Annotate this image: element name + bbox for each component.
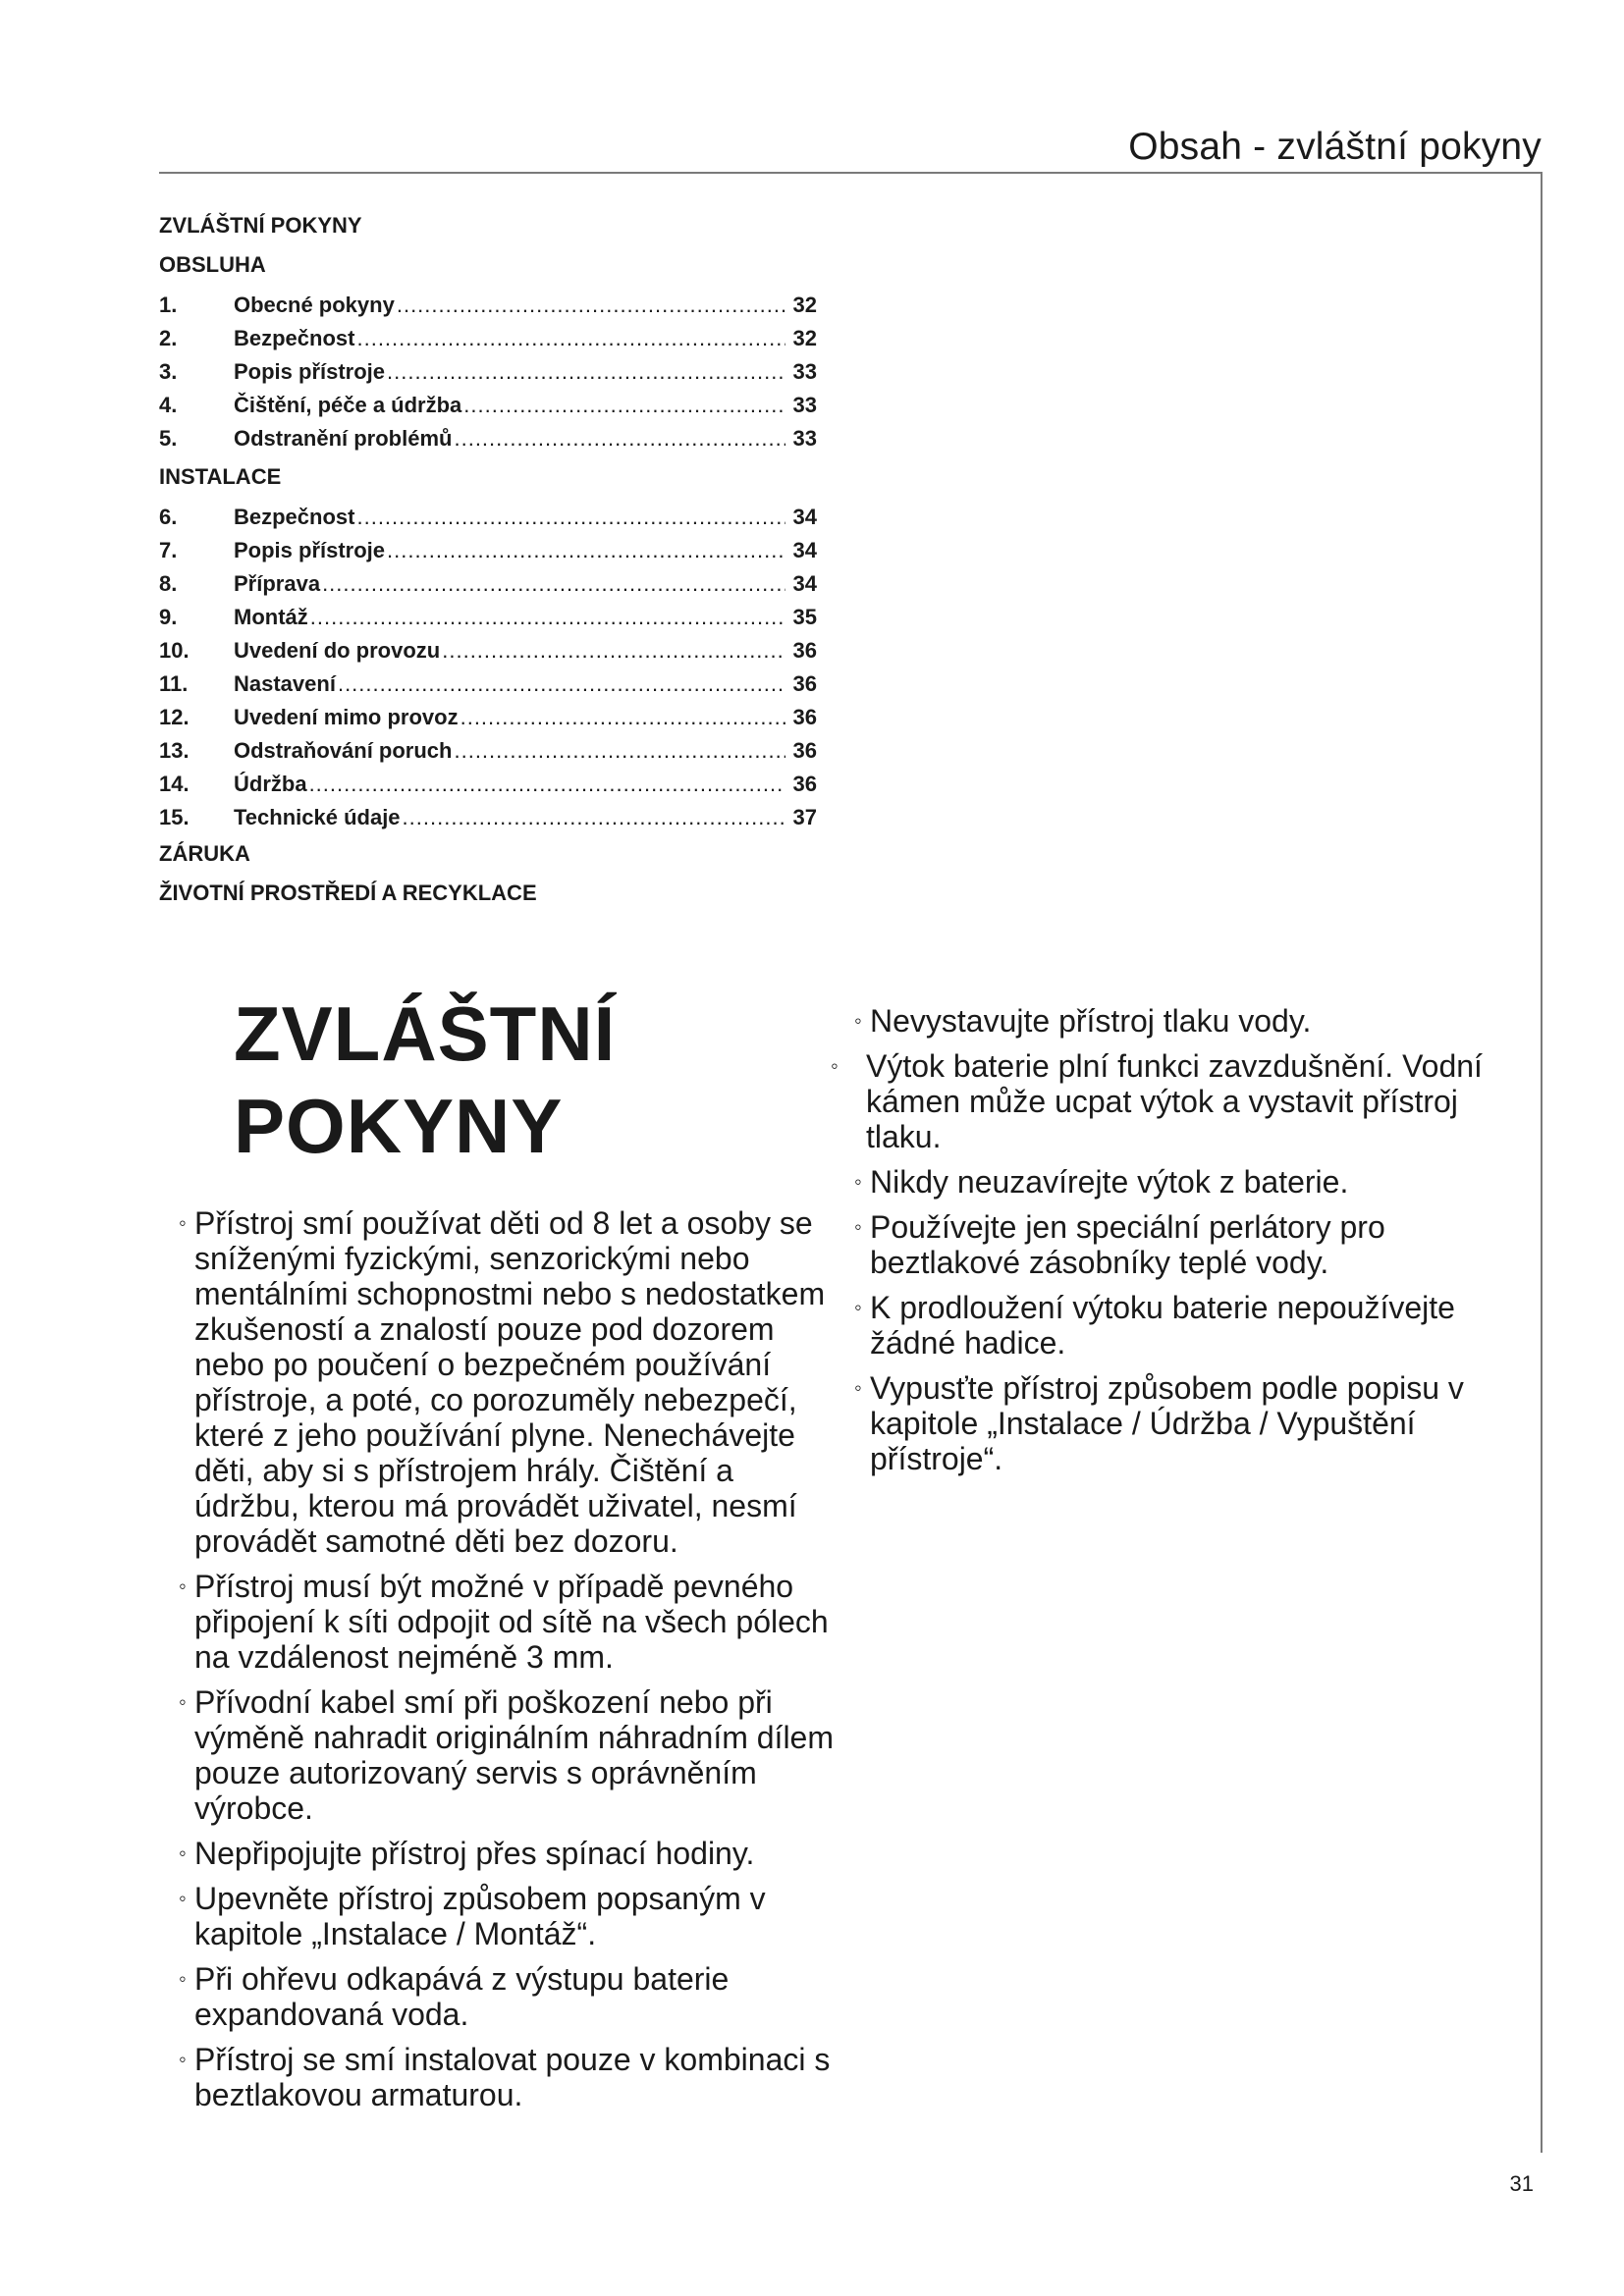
bullet-item: [179, 1205, 846, 1559]
toc-entry-number: 6.: [159, 505, 178, 529]
bullet-text: Nepřipojujte přístroj přes spínací hodiny.: [194, 1836, 755, 1871]
bullet-item: [179, 1961, 846, 2032]
section-title-line: ZVLÁŠTNÍ: [234, 990, 617, 1077]
bullet-icon: ◦: [179, 1689, 187, 1714]
bullet-icon: ◦: [831, 1053, 839, 1078]
toc-leader-dots: [463, 389, 785, 422]
toc-entry-number: 9.: [159, 605, 178, 629]
toc-entry-number: 8.: [159, 571, 178, 596]
toc-entry-title: Uvedení do provozu: [234, 638, 441, 663]
toc-entry-title: Bezpečnost: [234, 326, 355, 350]
bullet-item: [854, 1290, 1532, 1361]
toc-entry-page: 32: [792, 326, 817, 350]
page-number: 31: [1509, 2171, 1534, 2196]
bullet-icon: ◦: [854, 1295, 862, 1319]
toc-entry[interactable]: [159, 355, 817, 389]
toc-entry-title: Příprava: [234, 571, 321, 596]
toc-entry[interactable]: [159, 701, 817, 734]
toc-entry[interactable]: [159, 734, 817, 768]
toc-entry-page: 34: [792, 538, 817, 562]
table-of-contents: [159, 210, 817, 917]
toc-entry-title: Technické údaje: [234, 805, 401, 829]
bullet-item: [179, 1881, 846, 1951]
toc-entry-page: 33: [792, 426, 817, 451]
toc-entry-page: 36: [792, 738, 817, 763]
bullet-text: Přívodní kabel smí při poškození nebo při výměně nahradit originálním náhradním dílem pouze autorizovaný servis s oprávněním výrobce.: [194, 1684, 834, 1826]
left-column: [179, 1205, 846, 2122]
bullet-icon: ◦: [854, 1375, 862, 1400]
toc-leader-dots: [338, 667, 785, 701]
toc-entry[interactable]: [159, 801, 817, 834]
toc-leader-dots: [387, 534, 785, 567]
toc-section-heading: ZVLÁŠTNÍ POKYNY: [159, 213, 362, 238]
toc-entry-title: Bezpečnost: [234, 505, 355, 529]
bullet-text: Nikdy neuzavírejte výtok z baterie.: [870, 1164, 1349, 1200]
toc-entry-number: 15.: [159, 805, 189, 829]
toc-entry-page: 34: [792, 571, 817, 596]
toc-group-heading: INSTALACE: [159, 464, 282, 489]
toc-leader-dots: [356, 322, 785, 355]
bullet-item: [854, 1370, 1532, 1476]
toc-leader-dots: [403, 801, 785, 834]
toc-entry-page: 35: [792, 605, 817, 629]
toc-entry-page: 33: [792, 393, 817, 417]
bullet-item: [854, 1164, 1532, 1200]
toc-entry[interactable]: [159, 289, 817, 322]
toc-entry-title: Čištění, péče a údržba: [234, 393, 462, 417]
bullet-text: Nevystavujte přístroj tlaku vody.: [870, 1003, 1312, 1039]
toc-entry[interactable]: [159, 768, 817, 801]
toc-entry-page: 36: [792, 705, 817, 729]
toc-entry-title: Montáž: [234, 605, 308, 629]
bullet-item: [831, 1048, 1532, 1154]
bullet-icon: ◦: [854, 1008, 862, 1033]
bullet-text: Přístroj smí používat děti od 8 let a osoby se sníženými fyzickými, senzorickými nebo mentálními schopnostmi nebo s nedostatkem zkušeností a znalostí pouze pod dozorem nebo po poučení o bezpečném používání přístroje, a poté, co porozuměly nebezpečí, které z jeho používání plyne. Nenechávejte děti, aby si s přístrojem hrály. Čištění a údržbu, kterou má provádět uživatel, nesmí provádět samotné děti bez dozoru.: [194, 1205, 826, 1559]
toc-leader-dots: [442, 634, 785, 667]
bullet-text: Přístroj musí být možné v případě pevného připojení k síti odpojit od sítě na všech pólech na vzdálenost nejméně 3 mm.: [194, 1569, 829, 1675]
toc-entry[interactable]: [159, 422, 817, 455]
toc-entry-number: 1.: [159, 293, 178, 317]
toc-leader-dots: [460, 701, 785, 734]
bullet-item: [854, 1003, 1532, 1039]
bullet-item: [179, 1836, 846, 1871]
bullet-icon: ◦: [179, 1886, 187, 1910]
toc-entry-title: Odstranění problémů: [234, 426, 453, 451]
bullet-icon: ◦: [179, 1841, 187, 1865]
toc-entry-number: 3.: [159, 359, 178, 384]
toc-tail-heading: ŽIVOTNÍ PROSTŘEDÍ A RECYKLACE: [159, 881, 537, 905]
bullet-text: Výtok baterie plní funkci zavzdušnění. Vodní kámen může ucpat výtok a vystavit přístroj tlaku.: [866, 1048, 1483, 1154]
toc-entry-number: 12.: [159, 705, 189, 729]
toc-leader-dots: [387, 355, 785, 389]
toc-entry-page: 33: [792, 359, 817, 384]
toc-entry-number: 5.: [159, 426, 178, 451]
toc-entry-title: Obecné pokyny: [234, 293, 395, 317]
toc-entry-title: Nastavení: [234, 671, 336, 696]
toc-entry-title: Údržba: [234, 772, 307, 796]
toc-entry[interactable]: [159, 501, 817, 534]
toc-entry-page: 32: [792, 293, 817, 317]
right-column: [831, 1003, 1532, 1486]
toc-entry-page: 34: [792, 505, 817, 529]
toc-entry-number: 2.: [159, 326, 178, 350]
toc-entry-title: Uvedení mimo provoz: [234, 705, 459, 729]
bullet-icon: ◦: [854, 1214, 862, 1239]
bullet-item: [854, 1209, 1532, 1280]
bullet-item: [179, 2042, 846, 2112]
toc-entry-number: 13.: [159, 738, 189, 763]
toc-entry-number: 4.: [159, 393, 178, 417]
toc-entry-number: 14.: [159, 772, 189, 796]
toc-leader-dots: [309, 768, 785, 801]
toc-entry[interactable]: [159, 634, 817, 667]
toc-entry-page: 37: [792, 805, 817, 829]
bullet-text: Používejte jen speciální perlátory pro beztlakové zásobníky teplé vody.: [870, 1209, 1385, 1280]
toc-entry[interactable]: [159, 601, 817, 634]
bullet-text: Upevněte přístroj způsobem popsaným v kapitole „Instalace / Montáž“.: [194, 1881, 766, 1951]
bullet-icon: ◦: [854, 1169, 862, 1194]
toc-leader-dots: [454, 734, 785, 768]
toc-entry-title: Odstraňování poruch: [234, 738, 453, 763]
bullet-icon: ◦: [179, 1210, 187, 1235]
toc-entry[interactable]: [159, 567, 817, 601]
toc-entry-page: 36: [792, 671, 817, 696]
margin-rule: [1541, 172, 1543, 2153]
running-head: Obsah - zvláštní pokyny: [1128, 126, 1542, 168]
toc-leader-dots: [454, 422, 785, 455]
toc-leader-dots: [356, 501, 785, 534]
section-title-line: POKYNY: [234, 1083, 564, 1169]
toc-leader-dots: [322, 567, 785, 601]
bullet-icon: ◦: [179, 1574, 187, 1598]
bullet-text: Přístroj se smí instalovat pouze v kombinaci s beztlakovou armaturou.: [194, 2042, 831, 2112]
section-title: [234, 988, 616, 1172]
bullet-icon: ◦: [179, 1966, 187, 1991]
bullet-text: K prodloužení výtoku baterie nepoužívejte žádné hadice.: [870, 1290, 1455, 1361]
bullet-text: Při ohřevu odkapává z výstupu baterie expandovaná voda.: [194, 1961, 730, 2032]
toc-leader-dots: [310, 601, 785, 634]
toc-group-heading: OBSLUHA: [159, 252, 266, 277]
header-rule: [159, 172, 1543, 174]
toc-entry-number: 7.: [159, 538, 178, 562]
bullet-item: [179, 1684, 846, 1826]
toc-leader-dots: [397, 289, 785, 322]
toc-entry-number: 11.: [159, 671, 189, 696]
toc-entry[interactable]: [159, 322, 817, 355]
bullet-text: Vypusťte přístroj způsobem podle popisu v kapitole „Instalace / Údržba / Vypuštění přístroje“.: [870, 1370, 1464, 1476]
toc-entry-page: 36: [792, 772, 817, 796]
toc-entry-title: Popis přístroje: [234, 538, 386, 562]
toc-entry-number: 10.: [159, 638, 189, 663]
toc-entry[interactable]: [159, 667, 817, 701]
toc-tail-heading: ZÁRUKA: [159, 841, 250, 866]
bullet-icon: ◦: [179, 2047, 187, 2071]
toc-entry-page: 36: [792, 638, 817, 663]
toc-entry[interactable]: [159, 534, 817, 567]
toc-entry-title: Popis přístroje: [234, 359, 386, 384]
toc-entry[interactable]: [159, 389, 817, 422]
bullet-item: [179, 1569, 846, 1675]
